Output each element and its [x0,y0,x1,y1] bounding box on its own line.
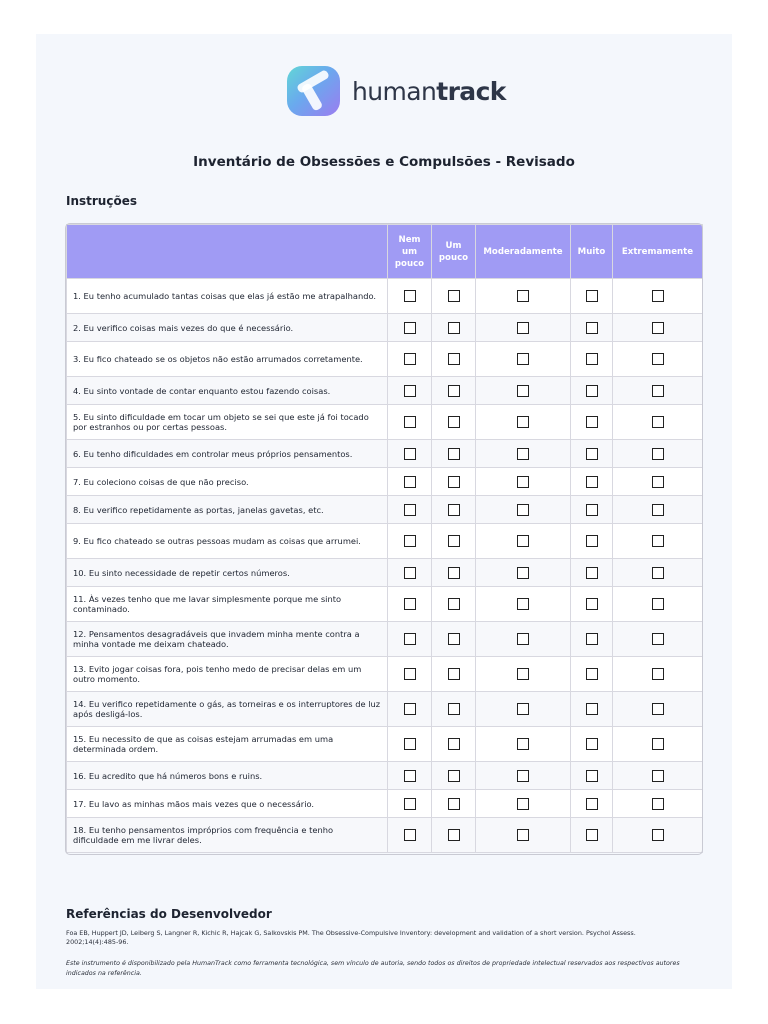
option-cell-extremamente [613,405,703,440]
table-row [67,622,703,657]
option-cell-moderadamente [476,440,571,468]
checkbox-um-pouco[interactable] [448,598,460,610]
table-header-row [67,225,703,279]
checkbox-moderadamente[interactable] [517,322,529,334]
checkbox-moderadamente[interactable] [517,353,529,365]
option-cell-nem-um-pouco [388,762,432,790]
header-muito: Muito [571,225,613,279]
checkbox-muito[interactable] [586,385,598,397]
checkbox-nem-um-pouco[interactable] [404,322,416,334]
option-cell-extremamente [613,279,703,314]
option-cell-moderadamente [476,622,571,657]
table-row [67,524,703,559]
option-cell-moderadamente [476,818,571,853]
option-cell-extremamente [613,692,703,727]
option-cell-muito [571,692,613,727]
checkbox-um-pouco[interactable] [448,322,460,334]
option-cell-muito [571,622,613,657]
option-cell-moderadamente [476,762,571,790]
checkbox-nem-um-pouco[interactable] [404,476,416,488]
item-text: 14. Eu verifico repetidamente o gás, as torneiras e os interruptores de luz após desligá-los. [67,692,388,727]
checkbox-nem-um-pouco[interactable] [404,448,416,460]
references-heading: Referências do Desenvolvedor [66,907,272,921]
option-cell-muito [571,468,613,496]
option-cell-nem-um-pouco [388,692,432,727]
checkbox-extremamente[interactable] [652,798,664,810]
table-row [67,342,703,377]
checkbox-muito[interactable] [586,448,598,460]
page-title: Inventário de Obsessões e Compulsões - Revisado [193,154,575,170]
checkbox-um-pouco[interactable] [448,476,460,488]
checkbox-extremamente[interactable] [652,290,664,302]
table-row [67,440,703,468]
option-cell-um-pouco [432,496,476,524]
checkbox-extremamente[interactable] [652,668,664,680]
option-cell-um-pouco [432,342,476,377]
item-text: 13. Evito jogar coisas fora, pois tenho medo de precisar delas em um outro momento. [67,657,388,692]
checkbox-moderadamente[interactable] [517,633,529,645]
option-cell-moderadamente [476,587,571,622]
table-row [67,818,703,853]
checkbox-moderadamente[interactable] [517,598,529,610]
checkbox-um-pouco[interactable] [448,504,460,516]
option-cell-extremamente [613,587,703,622]
option-cell-extremamente [613,622,703,657]
option-cell-moderadamente [476,405,571,440]
option-cell-um-pouco [432,622,476,657]
option-cell-extremamente [613,377,703,405]
option-cell-nem-um-pouco [388,657,432,692]
humantrack-logo [287,65,506,117]
option-cell-um-pouco [432,314,476,342]
document-page [36,34,732,989]
checkbox-nem-um-pouco[interactable] [404,504,416,516]
checkbox-moderadamente[interactable] [517,738,529,750]
option-cell-extremamente [613,524,703,559]
option-cell-moderadamente [476,279,571,314]
table-row [67,762,703,790]
option-cell-muito [571,762,613,790]
item-text: 1. Eu tenho acumulado tantas coisas que elas já estão me atrapalhando. [67,279,388,314]
checkbox-moderadamente[interactable] [517,290,529,302]
option-cell-um-pouco [432,692,476,727]
table-row [67,377,703,405]
option-cell-extremamente [613,727,703,762]
item-text: 3. Eu fico chateado se os objetos não estão arrumados corretamente. [67,342,388,377]
checkbox-muito[interactable] [586,798,598,810]
option-cell-muito [571,559,613,587]
checkbox-um-pouco[interactable] [448,770,460,782]
checkbox-muito[interactable] [586,535,598,547]
checkbox-extremamente[interactable] [652,353,664,365]
checkbox-um-pouco[interactable] [448,535,460,547]
option-cell-extremamente [613,559,703,587]
checkbox-extremamente[interactable] [652,416,664,428]
option-cell-muito [571,314,613,342]
checkbox-um-pouco[interactable] [448,738,460,750]
checkbox-nem-um-pouco[interactable] [404,385,416,397]
checkbox-extremamente[interactable] [652,385,664,397]
option-cell-um-pouco [432,587,476,622]
checkbox-um-pouco[interactable] [448,416,460,428]
checkbox-muito[interactable] [586,738,598,750]
option-cell-muito [571,405,613,440]
checkbox-nem-um-pouco[interactable] [404,290,416,302]
checkbox-um-pouco[interactable] [448,353,460,365]
checkbox-um-pouco[interactable] [448,290,460,302]
option-cell-nem-um-pouco [388,440,432,468]
item-text: 6. Eu tenho dificuldades em controlar meus próprios pensamentos. [67,440,388,468]
checkbox-muito[interactable] [586,829,598,841]
option-cell-extremamente [613,440,703,468]
table-row [67,727,703,762]
option-cell-muito [571,342,613,377]
option-cell-extremamente [613,818,703,853]
option-cell-extremamente [613,657,703,692]
checkbox-nem-um-pouco[interactable] [404,416,416,428]
item-text: 2. Eu verifico coisas mais vezes do que é necessário. [67,314,388,342]
option-cell-extremamente [613,314,703,342]
checkbox-nem-um-pouco[interactable] [404,535,416,547]
option-cell-extremamente [613,468,703,496]
item-text: 16. Eu acredito que há números bons e ruins. [67,762,388,790]
option-cell-um-pouco [432,524,476,559]
option-cell-muito [571,524,613,559]
option-cell-um-pouco [432,468,476,496]
option-cell-um-pouco [432,790,476,818]
checkbox-moderadamente[interactable] [517,703,529,715]
checkbox-extremamente[interactable] [652,476,664,488]
checkbox-moderadamente[interactable] [517,829,529,841]
option-cell-nem-um-pouco [388,279,432,314]
table-row [67,468,703,496]
checkbox-muito[interactable] [586,476,598,488]
checkbox-muito[interactable] [586,770,598,782]
table-row [67,405,703,440]
option-cell-extremamente [613,762,703,790]
option-cell-nem-um-pouco [388,468,432,496]
option-cell-muito [571,818,613,853]
checkbox-nem-um-pouco[interactable] [404,633,416,645]
item-text: 7. Eu coleciono coisas de que não preciso. [67,468,388,496]
checkbox-nem-um-pouco[interactable] [404,567,416,579]
checkbox-nem-um-pouco[interactable] [404,668,416,680]
checkbox-muito[interactable] [586,633,598,645]
option-cell-nem-um-pouco [388,790,432,818]
checkbox-extremamente[interactable] [652,448,664,460]
header-um-pouco: Um pouco [432,225,476,279]
checkbox-um-pouco[interactable] [448,633,460,645]
table-row [67,657,703,692]
checkbox-muito[interactable] [586,290,598,302]
item-text: 15. Eu necessito de que as coisas estejam arrumadas em uma determinada ordem. [67,727,388,762]
option-cell-muito [571,587,613,622]
table-row [67,790,703,818]
option-cell-nem-um-pouco [388,818,432,853]
table-row [67,559,703,587]
checkbox-extremamente[interactable] [652,504,664,516]
checkbox-moderadamente[interactable] [517,448,529,460]
option-cell-muito [571,496,613,524]
table-row [67,496,703,524]
option-cell-moderadamente [476,559,571,587]
option-cell-um-pouco [432,727,476,762]
checkbox-muito[interactable] [586,598,598,610]
option-cell-nem-um-pouco [388,587,432,622]
option-cell-nem-um-pouco [388,559,432,587]
checkbox-nem-um-pouco[interactable] [404,738,416,750]
option-cell-moderadamente [476,314,571,342]
option-cell-moderadamente [476,727,571,762]
checkbox-extremamente[interactable] [652,598,664,610]
humantrack-logo-icon [287,66,340,116]
checkbox-moderadamente[interactable] [517,798,529,810]
checkbox-extremamente[interactable] [652,633,664,645]
checkbox-moderadamente[interactable] [517,770,529,782]
checkbox-muito[interactable] [586,504,598,516]
table-row [67,692,703,727]
checkbox-um-pouco[interactable] [448,448,460,460]
checkbox-nem-um-pouco[interactable] [404,703,416,715]
instructions-heading: Instruções [66,194,137,208]
option-cell-um-pouco [432,377,476,405]
item-text: 11. Às vezes tenho que me lavar simplesmente porque me sinto contaminado. [67,587,388,622]
checkbox-extremamente[interactable] [652,535,664,547]
checkbox-nem-um-pouco[interactable] [404,353,416,365]
option-cell-muito [571,440,613,468]
checkbox-moderadamente[interactable] [517,504,529,516]
checkbox-moderadamente[interactable] [517,385,529,397]
option-cell-um-pouco [432,405,476,440]
checkbox-moderadamente[interactable] [517,668,529,680]
option-cell-muito [571,727,613,762]
option-cell-moderadamente [476,524,571,559]
checkbox-um-pouco[interactable] [448,567,460,579]
item-text: 10. Eu sinto necessidade de repetir certos números. [67,559,388,587]
option-cell-moderadamente [476,657,571,692]
table-row [67,314,703,342]
checkbox-nem-um-pouco[interactable] [404,798,416,810]
checkbox-extremamente[interactable] [652,829,664,841]
checkbox-nem-um-pouco[interactable] [404,770,416,782]
checkbox-nem-um-pouco[interactable] [404,598,416,610]
item-text: 8. Eu verifico repetidamente as portas, janelas gavetas, etc. [67,496,388,524]
option-cell-extremamente [613,342,703,377]
references-text: Foa EB, Huppert JD, Leiberg S, Langner R, Kichic R, Hajcak G, Salkovskis PM. The Obsessive-Compulsive Inventory: development and validation of a short version. Psychol Assess. 2002;14(4):485-96. [66,929,636,946]
checkbox-moderadamente[interactable] [517,535,529,547]
checkbox-moderadamente[interactable] [517,567,529,579]
checkbox-extremamente[interactable] [652,770,664,782]
header-item [67,225,388,279]
checkbox-muito[interactable] [586,353,598,365]
checkbox-muito[interactable] [586,703,598,715]
item-text: 17. Eu lavo as minhas mãos mais vezes que o necessário. [67,790,388,818]
brand-name: humantrack [352,76,506,106]
checkbox-muito[interactable] [586,322,598,334]
checkbox-muito[interactable] [586,567,598,579]
option-cell-um-pouco [432,279,476,314]
option-cell-um-pouco [432,559,476,587]
checkbox-um-pouco[interactable] [448,798,460,810]
option-cell-muito [571,657,613,692]
option-cell-um-pouco [432,440,476,468]
option-cell-nem-um-pouco [388,496,432,524]
option-cell-nem-um-pouco [388,405,432,440]
table-row [67,279,703,314]
checkbox-um-pouco[interactable] [448,703,460,715]
item-text: 4. Eu sinto vontade de contar enquanto estou fazendo coisas. [67,377,388,405]
option-cell-nem-um-pouco [388,377,432,405]
option-cell-moderadamente [476,468,571,496]
item-text: 18. Eu tenho pensamentos impróprios com frequência e tenho dificuldade em me livrar deles. [67,818,388,853]
questionnaire-table [66,224,703,853]
option-cell-extremamente [613,496,703,524]
option-cell-um-pouco [432,762,476,790]
option-cell-extremamente [613,790,703,818]
option-cell-nem-um-pouco [388,727,432,762]
checkbox-extremamente[interactable] [652,567,664,579]
option-cell-muito [571,377,613,405]
checkbox-moderadamente[interactable] [517,476,529,488]
item-text: 5. Eu sinto dificuldade em tocar um objeto se sei que este já foi tocado por estranhos ou por certas pessoas. [67,405,388,440]
option-cell-moderadamente [476,692,571,727]
header-extremamente: Extremamente [613,225,703,279]
option-cell-nem-um-pouco [388,314,432,342]
option-cell-moderadamente [476,496,571,524]
checkbox-extremamente[interactable] [652,738,664,750]
checkbox-moderadamente[interactable] [517,416,529,428]
disclaimer-text: Este instrumento é disponibilizado pela HumanTrack como ferramenta tecnológica, sem vínculo de autoria, sendo todos os direitos de propriedade intelectual reservados aos respectivos autores indicados na referência. [66,960,680,977]
checkbox-muito[interactable] [586,416,598,428]
header-moderadamente: Moderadamente [476,225,571,279]
checkbox-um-pouco[interactable] [448,385,460,397]
option-cell-nem-um-pouco [388,342,432,377]
option-cell-moderadamente [476,342,571,377]
option-cell-moderadamente [476,790,571,818]
checkbox-extremamente[interactable] [652,703,664,715]
table-row [67,587,703,622]
option-cell-nem-um-pouco [388,622,432,657]
checkbox-um-pouco[interactable] [448,668,460,680]
option-cell-muito [571,790,613,818]
option-cell-nem-um-pouco [388,524,432,559]
header-nem-um-pouco: Nem um pouco [388,225,432,279]
checkbox-muito[interactable] [586,668,598,680]
item-text: 9. Eu fico chateado se outras pessoas mudam as coisas que arrumei. [67,524,388,559]
option-cell-muito [571,279,613,314]
checkbox-um-pouco[interactable] [448,829,460,841]
checkbox-nem-um-pouco[interactable] [404,829,416,841]
option-cell-moderadamente [476,377,571,405]
option-cell-um-pouco [432,657,476,692]
option-cell-um-pouco [432,818,476,853]
checkbox-extremamente[interactable] [652,322,664,334]
item-text: 12. Pensamentos desagradáveis que invadem minha mente contra a minha vontade me deixam chateado. [67,622,388,657]
